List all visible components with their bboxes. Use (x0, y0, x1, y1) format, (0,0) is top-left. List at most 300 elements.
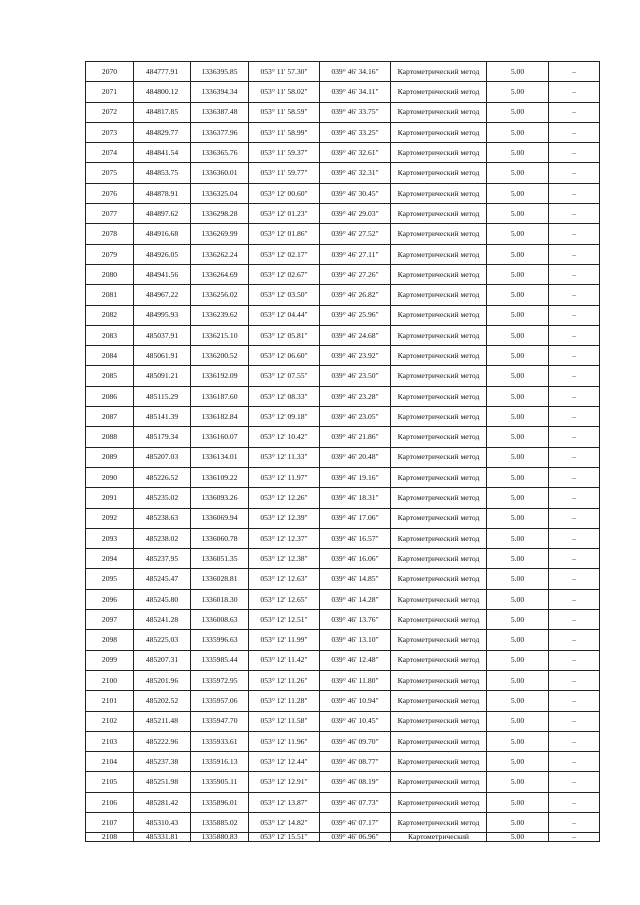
longitude-cell: 039° 46' 19.16" (320, 467, 391, 487)
dash-cell: – (549, 183, 600, 203)
point-number-cell: 2082 (86, 305, 134, 325)
error-cell: 5.00 (487, 224, 549, 244)
latitude-cell: 053° 12' 11.99" (249, 630, 320, 650)
latitude-cell: 053° 12' 12.91" (249, 772, 320, 792)
x-coordinate-cell: 484800.12 (134, 82, 191, 102)
table-row (86, 62, 600, 82)
x-coordinate-cell: 484878.91 (134, 183, 191, 203)
point-number-cell: 2102 (86, 711, 134, 731)
x-coordinate-cell: 485201.96 (134, 670, 191, 690)
table-row (86, 82, 600, 102)
latitude-cell: 053° 12' 07.55" (249, 366, 320, 386)
dash-cell: – (549, 224, 600, 244)
dash-cell: – (549, 772, 600, 792)
y-coordinate-cell: 1336018.30 (191, 589, 249, 609)
error-cell: 5.00 (487, 244, 549, 264)
dash-cell: – (549, 427, 600, 447)
method-cell: Картометрический метод (391, 427, 487, 447)
longitude-cell: 039° 46' 23.28" (320, 386, 391, 406)
dash-cell: – (549, 569, 600, 589)
longitude-cell: 039° 46' 27.11" (320, 244, 391, 264)
error-cell: 5.00 (487, 346, 549, 366)
x-coordinate-cell: 485238.02 (134, 528, 191, 548)
method-cell: Картометрический метод (391, 82, 487, 102)
longitude-cell: 039° 46' 33.75" (320, 102, 391, 122)
longitude-cell: 039° 46' 14.28" (320, 589, 391, 609)
x-coordinate-cell: 485225.03 (134, 630, 191, 650)
table-row (86, 407, 600, 427)
dash-cell: – (549, 204, 600, 224)
latitude-cell: 053° 12' 03.50" (249, 285, 320, 305)
table-row (86, 488, 600, 508)
error-cell: 5.00 (487, 670, 549, 690)
table-row (86, 102, 600, 122)
latitude-cell: 053° 12' 11.28" (249, 691, 320, 711)
error-cell: 5.00 (487, 407, 549, 427)
point-number-cell: 2104 (86, 752, 134, 772)
error-cell: 5.00 (487, 305, 549, 325)
longitude-cell: 039° 46' 13.76" (320, 610, 391, 630)
method-cell: Картометрический метод (391, 670, 487, 690)
longitude-cell: 039° 46' 25.96" (320, 305, 391, 325)
error-cell: 5.00 (487, 82, 549, 102)
error-cell: 5.00 (487, 549, 549, 569)
x-coordinate-cell: 484926.05 (134, 244, 191, 264)
table-row (86, 346, 600, 366)
longitude-cell: 039° 46' 08.19" (320, 772, 391, 792)
table-row (86, 447, 600, 467)
table-row (86, 630, 600, 650)
method-cell: Картометрический метод (391, 528, 487, 548)
error-cell: 5.00 (487, 427, 549, 447)
method-cell: Картометрический метод (391, 224, 487, 244)
method-cell: Картометрический метод (391, 163, 487, 183)
longitude-cell: 039° 46' 10.94" (320, 691, 391, 711)
method-cell: Картометрический метод (391, 386, 487, 406)
dash-cell: – (549, 264, 600, 284)
y-coordinate-cell: 1336365.76 (191, 143, 249, 163)
table-row (86, 711, 600, 731)
table-row (86, 204, 600, 224)
y-coordinate-cell: 1336008.63 (191, 610, 249, 630)
method-cell: Картометрический метод (391, 488, 487, 508)
method-cell: Картометрический метод (391, 346, 487, 366)
table-row (86, 163, 600, 183)
method-cell: Картометрический метод (391, 812, 487, 832)
latitude-cell: 053° 12' 05.81" (249, 325, 320, 345)
table-row (86, 731, 600, 751)
error-cell: 5.00 (487, 488, 549, 508)
x-coordinate-cell: 484941.56 (134, 264, 191, 284)
latitude-cell: 053° 12' 11.96" (249, 731, 320, 751)
latitude-cell: 053° 12' 12.37" (249, 528, 320, 548)
y-coordinate-cell: 1336360.01 (191, 163, 249, 183)
point-number-cell: 2088 (86, 427, 134, 447)
y-coordinate-cell: 1336377.96 (191, 122, 249, 142)
y-coordinate-cell: 1336051.35 (191, 549, 249, 569)
x-coordinate-cell: 485281.42 (134, 792, 191, 812)
point-number-cell: 2086 (86, 386, 134, 406)
y-coordinate-cell: 1335985.44 (191, 650, 249, 670)
point-number-cell: 2085 (86, 366, 134, 386)
dash-cell: – (549, 285, 600, 305)
error-cell: 5.00 (487, 691, 549, 711)
y-coordinate-cell: 1336239.62 (191, 305, 249, 325)
method-cell: Картометрический метод (391, 772, 487, 792)
x-coordinate-cell: 485222.96 (134, 731, 191, 751)
dash-cell: – (549, 467, 600, 487)
point-number-cell: 2071 (86, 82, 134, 102)
y-coordinate-cell: 1336182.84 (191, 407, 249, 427)
x-coordinate-cell: 485237.95 (134, 549, 191, 569)
latitude-cell: 053° 11' 58.59" (249, 102, 320, 122)
point-number-cell: 2090 (86, 467, 134, 487)
y-coordinate-cell: 1335885.02 (191, 812, 249, 832)
method-cell: Картометрический метод (391, 143, 487, 163)
point-number-cell: 2083 (86, 325, 134, 345)
error-cell: 5.00 (487, 711, 549, 731)
longitude-cell: 039° 46' 07.17" (320, 812, 391, 832)
y-coordinate-cell: 1336262.24 (191, 244, 249, 264)
table-row (86, 305, 600, 325)
error-cell: 5.00 (487, 183, 549, 203)
longitude-cell: 039° 46' 24.68" (320, 325, 391, 345)
x-coordinate-cell: 484817.85 (134, 102, 191, 122)
table-row (86, 244, 600, 264)
x-coordinate-cell: 485207.03 (134, 447, 191, 467)
y-coordinate-cell: 1336028.81 (191, 569, 249, 589)
error-cell: 5.00 (487, 122, 549, 142)
y-coordinate-cell: 1336192.09 (191, 366, 249, 386)
x-coordinate-cell: 485251.98 (134, 772, 191, 792)
error-cell: 5.00 (487, 589, 549, 609)
dash-cell: – (549, 163, 600, 183)
method-cell: Картометрический (391, 833, 487, 842)
table-row (86, 467, 600, 487)
table-row (86, 772, 600, 792)
latitude-cell: 053° 12' 11.97" (249, 467, 320, 487)
y-coordinate-cell: 1336215.10 (191, 325, 249, 345)
method-cell: Картометрический метод (391, 305, 487, 325)
dash-cell: – (549, 589, 600, 609)
y-coordinate-cell: 1336394.34 (191, 82, 249, 102)
error-cell: 5.00 (487, 143, 549, 163)
longitude-cell: 039° 46' 33.25" (320, 122, 391, 142)
error-cell: 5.00 (487, 386, 549, 406)
x-coordinate-cell: 484916.68 (134, 224, 191, 244)
dash-cell: – (549, 752, 600, 772)
dash-cell: – (549, 366, 600, 386)
error-cell: 5.00 (487, 366, 549, 386)
table-row (86, 427, 600, 447)
error-cell: 5.00 (487, 528, 549, 548)
x-coordinate-cell: 485179.34 (134, 427, 191, 447)
point-number-cell: 2099 (86, 650, 134, 670)
method-cell: Картометрический метод (391, 62, 487, 82)
method-cell: Картометрический метод (391, 752, 487, 772)
point-number-cell: 2101 (86, 691, 134, 711)
y-coordinate-cell: 1335880.83 (191, 833, 249, 842)
x-coordinate-cell: 484967.22 (134, 285, 191, 305)
error-cell: 5.00 (487, 102, 549, 122)
latitude-cell: 053° 12' 15.51" (249, 833, 320, 842)
y-coordinate-cell: 1336160.07 (191, 427, 249, 447)
dash-cell: – (549, 407, 600, 427)
error-cell: 5.00 (487, 752, 549, 772)
longitude-cell: 039° 46' 34.16" (320, 62, 391, 82)
point-number-cell: 2094 (86, 549, 134, 569)
longitude-cell: 039° 46' 26.82" (320, 285, 391, 305)
table-row (86, 325, 600, 345)
dash-cell: – (549, 670, 600, 690)
x-coordinate-cell: 484897.62 (134, 204, 191, 224)
table-row (86, 366, 600, 386)
y-coordinate-cell: 1336395.85 (191, 62, 249, 82)
y-coordinate-cell: 1336298.28 (191, 204, 249, 224)
x-coordinate-cell: 485091.21 (134, 366, 191, 386)
table-row (86, 610, 600, 630)
y-coordinate-cell: 1335905.11 (191, 772, 249, 792)
x-coordinate-cell: 485115.29 (134, 386, 191, 406)
dash-cell: – (549, 488, 600, 508)
point-number-cell: 2092 (86, 508, 134, 528)
latitude-cell: 053° 12' 10.42" (249, 427, 320, 447)
latitude-cell: 053° 12' 12.26" (249, 488, 320, 508)
method-cell: Картометрический метод (391, 244, 487, 264)
latitude-cell: 053° 12' 01.23" (249, 204, 320, 224)
point-number-cell: 2076 (86, 183, 134, 203)
point-number-cell: 2097 (86, 610, 134, 630)
dash-cell: – (549, 508, 600, 528)
table-body (86, 62, 600, 842)
error-cell: 5.00 (487, 264, 549, 284)
point-number-cell: 2084 (86, 346, 134, 366)
latitude-cell: 053° 11' 59.37" (249, 143, 320, 163)
method-cell: Картометрический метод (391, 366, 487, 386)
table-row (86, 569, 600, 589)
method-cell: Картометрический метод (391, 792, 487, 812)
method-cell: Картометрический метод (391, 610, 487, 630)
method-cell: Картометрический метод (391, 508, 487, 528)
y-coordinate-cell: 1336200.52 (191, 346, 249, 366)
method-cell: Картометрический метод (391, 589, 487, 609)
dash-cell: – (549, 122, 600, 142)
dash-cell: – (549, 346, 600, 366)
x-coordinate-cell: 485238.63 (134, 508, 191, 528)
table-row (86, 812, 600, 832)
method-cell: Картометрический метод (391, 467, 487, 487)
dash-cell: – (549, 630, 600, 650)
table-row (86, 183, 600, 203)
x-coordinate-cell: 484841.54 (134, 143, 191, 163)
error-cell: 5.00 (487, 650, 549, 670)
latitude-cell: 053° 12' 01.86" (249, 224, 320, 244)
longitude-cell: 039° 46' 13.10" (320, 630, 391, 650)
point-number-cell: 2079 (86, 244, 134, 264)
latitude-cell: 053° 12' 11.42" (249, 650, 320, 670)
point-number-cell: 2074 (86, 143, 134, 163)
longitude-cell: 039° 46' 10.45" (320, 711, 391, 731)
table-row (86, 833, 600, 842)
latitude-cell: 053° 12' 12.51" (249, 610, 320, 630)
longitude-cell: 039° 46' 34.11" (320, 82, 391, 102)
table-row (86, 143, 600, 163)
table-row (86, 650, 600, 670)
longitude-cell: 039° 46' 27.52" (320, 224, 391, 244)
longitude-cell: 039° 46' 09.70" (320, 731, 391, 751)
dash-cell: – (549, 447, 600, 467)
x-coordinate-cell: 485245.80 (134, 589, 191, 609)
table-row (86, 224, 600, 244)
table-row (86, 122, 600, 142)
latitude-cell: 053° 12' 12.63" (249, 569, 320, 589)
y-coordinate-cell: 1336269.99 (191, 224, 249, 244)
latitude-cell: 053° 11' 59.77" (249, 163, 320, 183)
y-coordinate-cell: 1336264.69 (191, 264, 249, 284)
x-coordinate-cell: 484829.77 (134, 122, 191, 142)
error-cell: 5.00 (487, 833, 549, 842)
longitude-cell: 039° 46' 23.05" (320, 407, 391, 427)
method-cell: Картометрический метод (391, 407, 487, 427)
longitude-cell: 039° 46' 21.86" (320, 427, 391, 447)
latitude-cell: 053° 12' 14.82" (249, 812, 320, 832)
point-number-cell: 2103 (86, 731, 134, 751)
x-coordinate-cell: 485207.31 (134, 650, 191, 670)
dash-cell: – (549, 711, 600, 731)
longitude-cell: 039° 46' 06.96" (320, 833, 391, 842)
y-coordinate-cell: 1335996.63 (191, 630, 249, 650)
longitude-cell: 039° 46' 30.45" (320, 183, 391, 203)
error-cell: 5.00 (487, 772, 549, 792)
error-cell: 5.00 (487, 204, 549, 224)
method-cell: Картометрический метод (391, 204, 487, 224)
longitude-cell: 039° 46' 32.31" (320, 163, 391, 183)
x-coordinate-cell: 485237.38 (134, 752, 191, 772)
latitude-cell: 053° 12' 11.26" (249, 670, 320, 690)
y-coordinate-cell: 1335957.06 (191, 691, 249, 711)
latitude-cell: 053° 12' 11.33" (249, 447, 320, 467)
point-number-cell: 2107 (86, 812, 134, 832)
method-cell: Картометрический метод (391, 569, 487, 589)
dash-cell: – (549, 62, 600, 82)
x-coordinate-cell: 485331.81 (134, 833, 191, 842)
error-cell: 5.00 (487, 569, 549, 589)
y-coordinate-cell: 1335916.13 (191, 752, 249, 772)
error-cell: 5.00 (487, 508, 549, 528)
error-cell: 5.00 (487, 467, 549, 487)
dash-cell: – (549, 244, 600, 264)
latitude-cell: 053° 11' 58.02" (249, 82, 320, 102)
dash-cell: – (549, 650, 600, 670)
longitude-cell: 039° 46' 32.61" (320, 143, 391, 163)
point-number-cell: 2070 (86, 62, 134, 82)
point-number-cell: 2098 (86, 630, 134, 650)
longitude-cell: 039° 46' 17.06" (320, 508, 391, 528)
point-number-cell: 2093 (86, 528, 134, 548)
dash-cell: – (549, 82, 600, 102)
x-coordinate-cell: 485310.43 (134, 812, 191, 832)
method-cell: Картометрический метод (391, 711, 487, 731)
longitude-cell: 039° 46' 16.06" (320, 549, 391, 569)
point-number-cell: 2081 (86, 285, 134, 305)
method-cell: Картометрический метод (391, 102, 487, 122)
error-cell: 5.00 (487, 792, 549, 812)
latitude-cell: 053° 12' 12.65" (249, 589, 320, 609)
longitude-cell: 039° 46' 29.03" (320, 204, 391, 224)
dash-cell: – (549, 731, 600, 751)
coordinates-table (85, 61, 600, 842)
point-number-cell: 2091 (86, 488, 134, 508)
y-coordinate-cell: 1336109.22 (191, 467, 249, 487)
y-coordinate-cell: 1335933.61 (191, 731, 249, 751)
point-number-cell: 2078 (86, 224, 134, 244)
point-number-cell: 2100 (86, 670, 134, 690)
dash-cell: – (549, 386, 600, 406)
method-cell: Картометрический метод (391, 630, 487, 650)
error-cell: 5.00 (487, 163, 549, 183)
latitude-cell: 053° 12' 12.39" (249, 508, 320, 528)
longitude-cell: 039° 46' 18.31" (320, 488, 391, 508)
table-row (86, 528, 600, 548)
longitude-cell: 039° 46' 12.48" (320, 650, 391, 670)
latitude-cell: 053° 12' 02.17" (249, 244, 320, 264)
latitude-cell: 053° 12' 12.38" (249, 549, 320, 569)
x-coordinate-cell: 485202.52 (134, 691, 191, 711)
longitude-cell: 039° 46' 23.50" (320, 366, 391, 386)
table-row (86, 285, 600, 305)
y-coordinate-cell: 1336069.94 (191, 508, 249, 528)
error-cell: 5.00 (487, 62, 549, 82)
error-cell: 5.00 (487, 285, 549, 305)
longitude-cell: 039° 46' 16.57" (320, 528, 391, 548)
longitude-cell: 039° 46' 14.85" (320, 569, 391, 589)
table-row (86, 792, 600, 812)
point-number-cell: 2087 (86, 407, 134, 427)
longitude-cell: 039° 46' 08.77" (320, 752, 391, 772)
y-coordinate-cell: 1335947.70 (191, 711, 249, 731)
table-row (86, 670, 600, 690)
error-cell: 5.00 (487, 630, 549, 650)
latitude-cell: 053° 12' 00.60" (249, 183, 320, 203)
dash-cell: – (549, 691, 600, 711)
x-coordinate-cell: 484995.93 (134, 305, 191, 325)
x-coordinate-cell: 485235.02 (134, 488, 191, 508)
x-coordinate-cell: 485141.39 (134, 407, 191, 427)
error-cell: 5.00 (487, 610, 549, 630)
longitude-cell: 039° 46' 27.26" (320, 264, 391, 284)
latitude-cell: 053° 11' 57.30" (249, 62, 320, 82)
point-number-cell: 2105 (86, 772, 134, 792)
latitude-cell: 053° 12' 09.18" (249, 407, 320, 427)
method-cell: Картометрический метод (391, 264, 487, 284)
method-cell: Картометрический метод (391, 447, 487, 467)
dash-cell: – (549, 305, 600, 325)
x-coordinate-cell: 484853.75 (134, 163, 191, 183)
longitude-cell: 039° 46' 23.92" (320, 346, 391, 366)
error-cell: 5.00 (487, 447, 549, 467)
point-number-cell: 2095 (86, 569, 134, 589)
x-coordinate-cell: 485226.52 (134, 467, 191, 487)
y-coordinate-cell: 1336256.02 (191, 285, 249, 305)
latitude-cell: 053° 12' 08.33" (249, 386, 320, 406)
point-number-cell: 2072 (86, 102, 134, 122)
x-coordinate-cell: 485241.28 (134, 610, 191, 630)
method-cell: Картометрический метод (391, 549, 487, 569)
table-row (86, 691, 600, 711)
point-number-cell: 2108 (86, 833, 134, 842)
point-number-cell: 2089 (86, 447, 134, 467)
method-cell: Картометрический метод (391, 731, 487, 751)
